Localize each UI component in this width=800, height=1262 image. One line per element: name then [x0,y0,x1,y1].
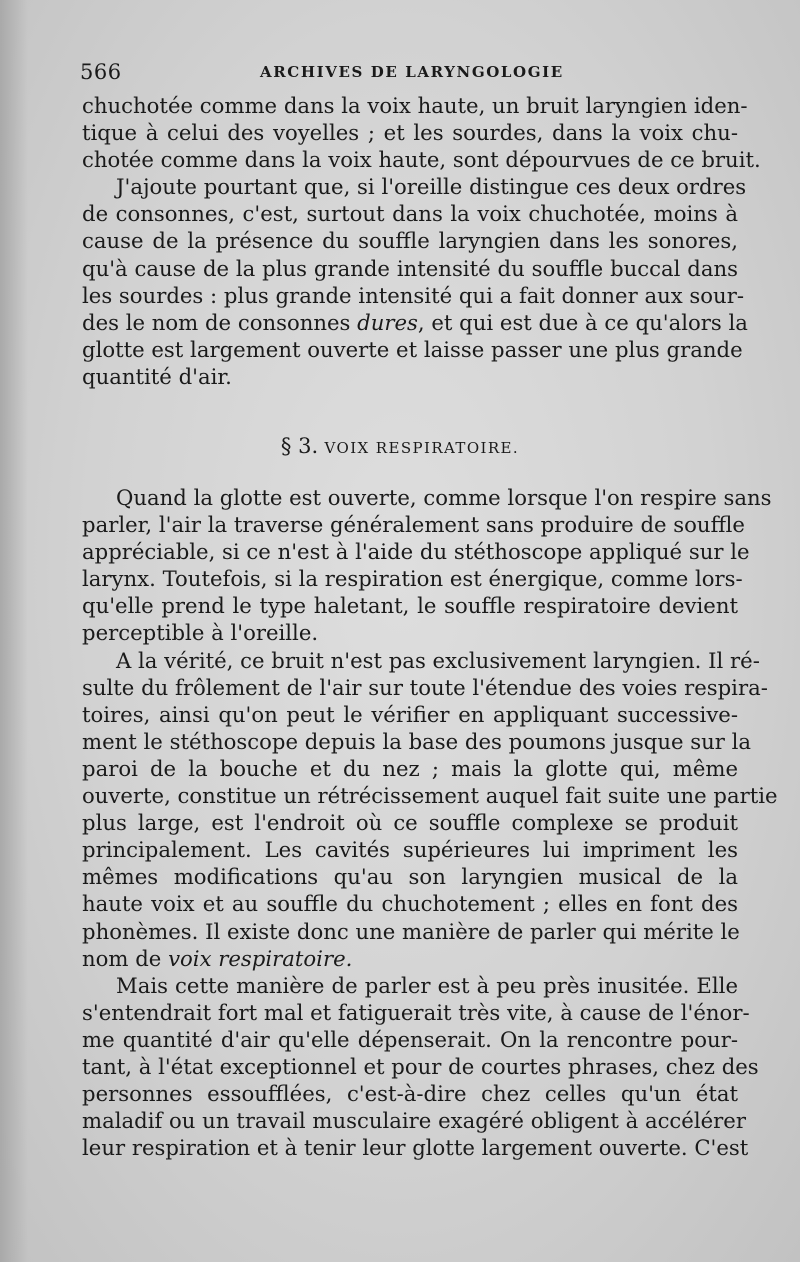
section-title: VOIX RESPIRATOIRE. [324,439,520,457]
text-line-with-italic [82,945,738,972]
text-line: phonèmes. Il existe donc une manière de parler qui mérite le [82,918,740,944]
text-line: sulte du frôlement de l'air sur toute l'étendue des voies respira- [82,674,768,700]
text-line: toires, ainsi qu'on peut le vérifier en appliquant successive- [82,701,738,727]
text-line: chuchotée comme dans la voix haute, un bruit laryngien iden- [82,93,748,118]
text-line: les sourdes : plus grande intensité qui a fait donner aux sour- [82,282,744,308]
italic-term-voix-respiratoire: voix respiratoire. [168,945,353,971]
text-segment: nom de [82,945,169,971]
text-line: tant, à l'état exceptionnel et pour de courtes phrases, chez des [82,1053,759,1079]
text-line-with-italic [82,309,748,336]
text-line: Quand la glotte est ouverte, comme lorsque l'on respire sans [116,485,772,510]
text-line: haute voix et au souffle du chuchotement ; elles en font des [82,891,738,917]
text-line: maladif ou un travail musculaire exagéré obligent à accélérer [82,1108,746,1134]
text-line: principalement. Les cavités supérieures lui impriment les [82,837,738,863]
paragraph-2 [82,173,748,390]
text-line: paroi de la bouche et du nez ; mais la glotte qui, même [82,755,738,781]
text-line: J'ajoute pourtant que, si l'oreille distingue ces deux ordres [116,174,747,200]
text-line: plus large, est l'endroit où ce souffle complexe se produit [82,810,738,836]
text-line: glotte est largement ouverte et laisse passer une plus grande [82,336,743,362]
text-line: me quantité d'air qu'elle dépenserait. On la rencontre pour- [82,1026,738,1052]
page-header [80,60,740,90]
section-number: § 3. [280,434,319,458]
text-segment: des le nom de consonnes [82,309,358,335]
text-line: perceptible à l'oreille. [82,620,319,646]
text-line: mêmes modifications qu'au son laryngien musical de la [82,864,738,890]
text-line: ment le stéthoscope depuis la base des poumons jusque sur la [82,728,752,754]
text-segment: , et qui est due à ce qu'alors la [417,309,748,335]
section-heading [0,434,800,458]
page-number: 566 [80,60,122,84]
text-line: de consonnes, c'est, surtout dans la voix chuchotée, moins à [82,201,738,227]
text-line: larynx. Toutefois, si la respiration est énergique, comme lors- [82,566,743,592]
text-line: appréciable, si ce n'est à l'aide du stéthoscope appliqué sur le [82,539,750,565]
text-line: ouverte, constitue un rétrécissement auquel fait suite une partie [82,783,778,809]
binding-shadow [0,0,28,1262]
text-line: s'entendrait fort mal et fatiguerait très vite, à cause de l'énor- [82,999,750,1025]
text-block-top [82,92,761,390]
paragraph-1 [82,92,761,173]
text-line: A la vérité, ce bruit n'est pas exclusivement laryngien. Il ré- [116,647,760,673]
text-line: tique à celui des voyelles ; et les sourdes, dans la voix chu- [82,120,738,146]
text-line: cause de la présence du souffle laryngien dans les sonores, [82,228,738,254]
text-line: quantité d'air. [82,363,232,389]
text-line: parler, l'air la traverse généralement sans produire de souffle [82,512,745,538]
italic-term-dures: dures [357,309,418,335]
text-block-bottom [82,484,778,1161]
text-line: leur respiration et à tenir leur glotte largement ouverte. C'est [82,1135,749,1161]
text-line: Mais cette manière de parler est à peu près inusitée. Elle [116,972,738,998]
text-line: chotée comme dans la voix haute, sont dépourvues de ce bruit. [82,147,761,173]
paragraph-4 [82,647,778,972]
running-head: ARCHIVES DE LARYNGOLOGIE [260,63,564,81]
text-line: qu'à cause de la plus grande intensité du souffle buccal dans [82,255,738,281]
text-line: personnes essoufflées, c'est-à-dire chez celles qu'un état [82,1081,738,1107]
paragraph-5 [82,972,759,1162]
text-line: qu'elle prend le type haletant, le souffle respiratoire devient [82,593,738,619]
paragraph-3 [82,484,772,647]
